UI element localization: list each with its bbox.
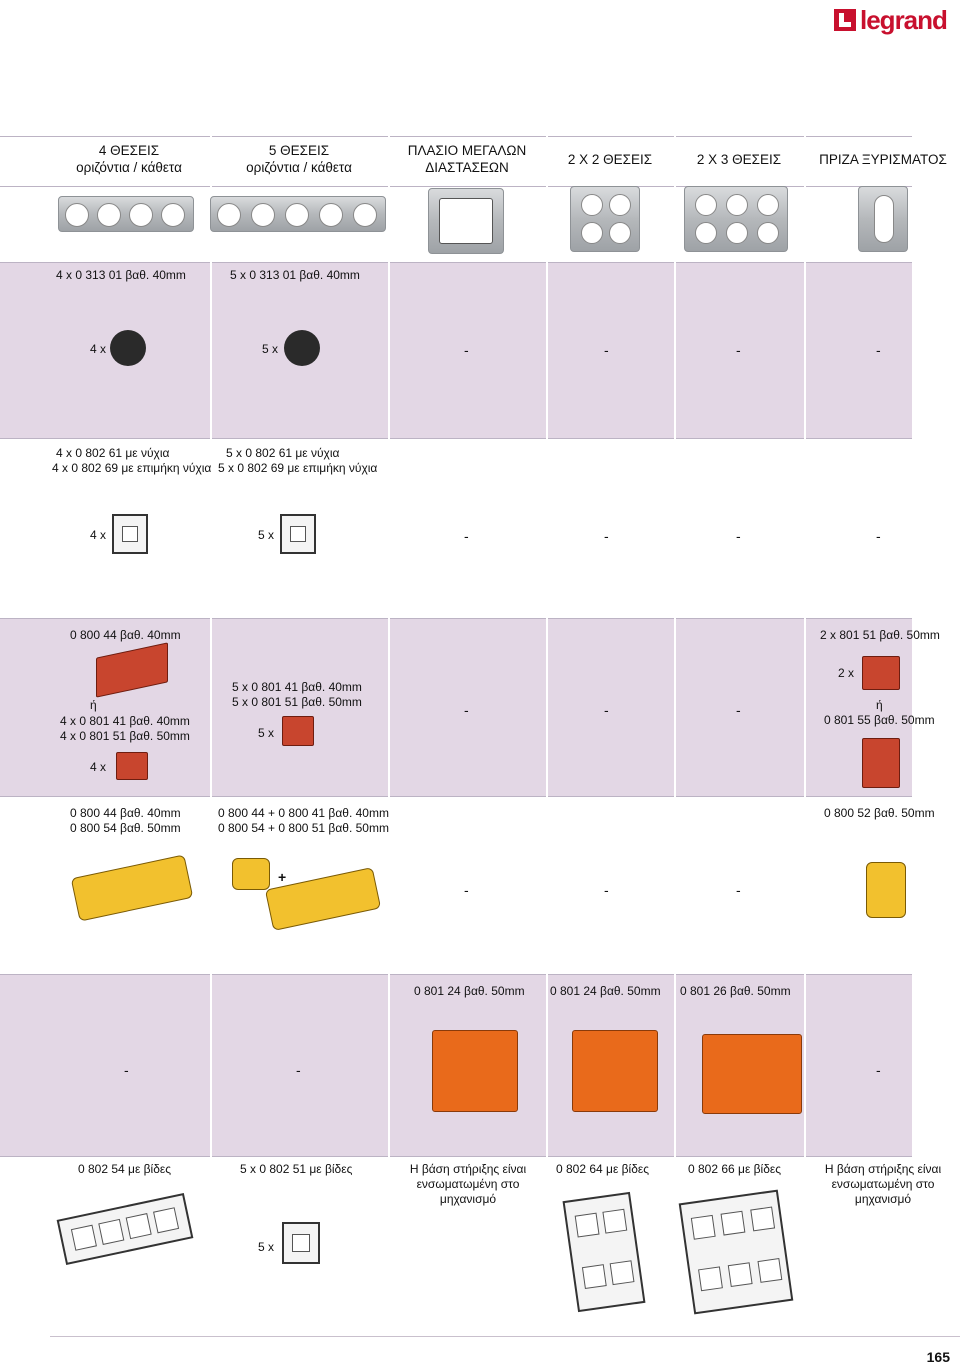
plate-shaver-socket xyxy=(858,186,908,252)
row4-col1-line2: 0 800 54 βαθ. 50mm xyxy=(70,821,181,835)
row5-col2-dash: - xyxy=(296,1062,301,1078)
yellow-box-single-image xyxy=(232,858,270,890)
row2-col2-line2: 5 x 0 802 69 με επιμήκη νύχια xyxy=(218,461,378,475)
row1-col3-dash: - xyxy=(464,342,469,358)
orange-box-2x3-image xyxy=(702,1034,802,1114)
row3-col3-dash: - xyxy=(464,702,469,718)
row6-col6-line3: μηχανισμό xyxy=(854,1192,912,1206)
row3-col6-line2: 0 801 55 βαθ. 50mm xyxy=(824,713,935,727)
row4-col2-line1: 0 800 44 + 0 800 41 βαθ. 40mm xyxy=(218,806,389,820)
row3-col1-or: ή xyxy=(90,698,97,712)
row6-col4-code: 0 802 64 με βίδες xyxy=(556,1162,650,1176)
row3-col2-line1: 5 x 0 801 41 βαθ. 40mm xyxy=(232,680,362,694)
row4-col2-plus: + xyxy=(278,869,287,885)
row3-col6-or: ή xyxy=(876,698,883,712)
row3-col1-top: 0 800 44 βαθ. 40mm xyxy=(70,628,181,642)
row6-col1-code: 0 802 54 με βίδες xyxy=(78,1162,172,1176)
row2-col1-qty: 4 x xyxy=(90,528,107,542)
red-box-double-image xyxy=(862,656,900,690)
row1-col1-code: 4 x 0 313 01 βαθ. 40mm xyxy=(56,268,186,282)
row2-col5-dash: - xyxy=(736,528,741,544)
legrand-logo xyxy=(834,4,958,36)
fixing-box-image xyxy=(110,330,146,366)
red-box-tall-image xyxy=(862,738,900,788)
row2-col2-line1: 5 x 0 802 61 με νύχια xyxy=(226,446,340,460)
row3-col5-dash: - xyxy=(736,702,741,718)
row3-col6-qty: 2 x xyxy=(838,666,855,680)
red-box-image xyxy=(116,752,148,780)
row6-col5-code: 0 802 66 με βίδες xyxy=(688,1162,782,1176)
fixing-box-image xyxy=(284,330,320,366)
header-2x2: 2 Χ 2 ΘΕΣΕΙΣ xyxy=(567,152,653,167)
row5-col3-code: 0 801 24 βαθ. 50mm xyxy=(414,984,525,998)
page-number: 165 xyxy=(926,1349,950,1365)
row6-col3-line3: μηχανισμό xyxy=(439,1192,497,1206)
legrand-logo-mark xyxy=(834,9,856,31)
row6-col6-line1: Η βάση στήριξης είναι xyxy=(824,1162,942,1176)
row3-col1-qty: 4 x xyxy=(90,760,107,774)
row3-col6-top: 2 x 801 51 βαθ. 50mm xyxy=(820,628,940,642)
table-bottom-line xyxy=(50,1336,960,1337)
plate-2x2 xyxy=(570,186,640,252)
column-separator xyxy=(546,136,548,1336)
column-separator xyxy=(674,136,676,1336)
row2-col2-qty: 5 x xyxy=(258,528,275,542)
mounting-frame-2x3-image xyxy=(679,1190,794,1315)
row3-col4-dash: - xyxy=(604,702,609,718)
column-separator xyxy=(804,136,806,1336)
plate-5-positions xyxy=(210,196,386,232)
row2-col6-dash: - xyxy=(876,528,881,544)
row1-col5-dash: - xyxy=(736,342,741,358)
support-image xyxy=(280,514,316,554)
row1-col2-code: 5 x 0 313 01 βαθ. 40mm xyxy=(230,268,360,282)
row6-col6-line2: ενσωματωμένη στο xyxy=(831,1177,935,1191)
row4-col2-line2: 0 800 54 + 0 800 51 βαθ. 50mm xyxy=(218,821,389,835)
row5-col5-code: 0 801 26 βαθ. 50mm xyxy=(680,984,791,998)
mounting-frame-single-image xyxy=(282,1222,320,1264)
row2-col1-line1: 4 x 0 802 61 με νύχια xyxy=(56,446,170,460)
header-large-frame: ΠΛΑΣΙΟ ΜΕΓΑΛΩΝ ΔΙΑΣΤΑΣΕΩΝ xyxy=(407,143,527,175)
yellow-box-tall-image xyxy=(866,862,906,918)
row5-col4-code: 0 801 24 βαθ. 50mm xyxy=(550,984,661,998)
row4-col4-dash: - xyxy=(604,882,609,898)
row6-col3-line1: Η βάση στήριξης είναι xyxy=(409,1162,527,1176)
red-box-image xyxy=(282,716,314,746)
row6-col2-code: 5 x 0 802 51 με βίδες xyxy=(240,1162,353,1176)
row4-col1-line1: 0 800 44 βαθ. 40mm xyxy=(70,806,181,820)
column-separator xyxy=(210,136,212,1336)
row5-col6-dash: - xyxy=(876,1062,881,1078)
row6-col2-qty: 5 x xyxy=(258,1240,275,1254)
header-5-positions: 5 ΘΕΣΕΙΣ οριζόντια / κάθετα xyxy=(246,143,352,175)
row2-col1-line2: 4 x 0 802 69 με επιμήκη νύχια xyxy=(52,461,212,475)
row3-col2-qty: 5 x xyxy=(258,726,275,740)
row6-col3-line2: ενσωματωμένη στο xyxy=(416,1177,520,1191)
row5-col1-dash: - xyxy=(124,1062,129,1078)
plate-2x3 xyxy=(684,186,788,252)
row2-col3-dash: - xyxy=(464,528,469,544)
header-4-positions: 4 ΘΕΣΕΙΣ οριζόντια / κάθετα xyxy=(76,143,182,175)
column-separator xyxy=(388,136,390,1336)
row2-col4-dash: - xyxy=(604,528,609,544)
orange-box-2x2-image xyxy=(432,1030,518,1112)
row1-col4-dash: - xyxy=(604,342,609,358)
row1-col6-dash: - xyxy=(876,342,881,358)
support-image xyxy=(112,514,148,554)
row3-col2-line2: 5 x 0 801 51 βαθ. 50mm xyxy=(232,695,362,709)
orange-box-2x2-image xyxy=(572,1030,658,1112)
row1-col1-qty: 4 x xyxy=(90,342,107,356)
plate-large-frame xyxy=(428,188,504,254)
row3-col1-line1: 4 x 0 801 41 βαθ. 40mm xyxy=(60,714,190,728)
plate-4-positions xyxy=(58,196,194,232)
header-shaver-socket: ΠΡΙΖΑ ΞΥΡΙΣΜΑΤΟΣ xyxy=(819,152,947,167)
row3-col1-line2: 4 x 0 801 51 βαθ. 50mm xyxy=(60,729,190,743)
row4-col5-dash: - xyxy=(736,882,741,898)
row4-col6-code: 0 800 52 βαθ. 50mm xyxy=(824,806,935,820)
row1-col2-qty: 5 x xyxy=(262,342,279,356)
header-2x3: 2 Χ 3 ΘΕΣΕΙΣ xyxy=(696,152,782,167)
legrand-logo-text: legrand xyxy=(860,4,947,35)
row4-col3-dash: - xyxy=(464,882,469,898)
